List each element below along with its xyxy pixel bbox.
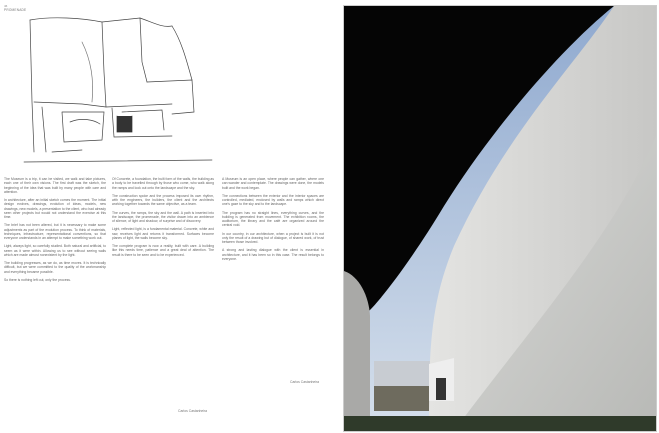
paragraph: The building progresses, as we do, as time moves. It is technically difficult, but we were committed to the quality of the workmanship and everything became possible.	[4, 261, 106, 274]
paragraph: So there is nothing left out, only the process.	[4, 277, 71, 282]
paragraph: The complete program is now a reality, built with care. A building like this needs time, patience and a great deal of attention. The result is there to be seen and to be experienced.	[112, 244, 214, 257]
paragraph: The curves, the ramps, the sky and the wall. A path is inserted into the landscape, the promenade, the visitor drawn into an ambience of silence, of light and shadow, of surprise and of discovery.	[112, 210, 214, 223]
author-signature: Carlos Castanheira	[290, 380, 320, 384]
text-column-3	[222, 177, 324, 265]
paragraph: The construction spoke and the process imposed its own rhythm, with the engineers, the builders, the client and the architects working together towards the same objective, as a team.	[112, 193, 214, 207]
paragraph: Light, reflected light, is a fundamental material. Concrete, white and raw, receives light and returns it transformed. Surfaces become planes of light, the walls become sky.	[112, 227, 214, 240]
page-number: 46	[4, 4, 8, 8]
paragraph: The Museum is a trip, it can be visited, we walk and take pictures, each one of their own visions. The first draft was the sketch, the beginning of the idea that was built by many people with care and attention.	[4, 177, 106, 194]
paragraph: Of Concrete, a foundation, the built form of the walls, the building as a body to be travelled through by those who come, who walk along the ramps and look out onto the landscape and the sky.	[112, 177, 214, 190]
section-title: PROMENADE	[4, 8, 27, 12]
author-signature: Carlos Castanheira	[178, 409, 208, 413]
paragraph: A strong and lasting dialogue with the client is essential in architecture, and it has been so in this case. The result belongs to everyone.	[222, 248, 324, 261]
paragraph: In our country, in our architecture, when a project is built it is not only the result of a drawing but of dialogue, of shared work, of trust between those involved.	[222, 231, 324, 244]
paragraph: A Museum is an open place, where people can gather, where one can wander and contemplate. The drawings were done, the models built and the work began.	[222, 177, 324, 190]
text-column-1	[4, 177, 106, 286]
text-column-2	[112, 177, 214, 261]
building-photo	[343, 5, 657, 432]
paragraph: The brief has not been altered, but it is necessary to make some adjustments as part of the evolution process. To think of materials, techniques, infrastructure, representational conventions, so that everyone understands in an attempt to make something work out.	[4, 223, 106, 240]
paragraph: The program has no straight lines, everything curves, and the building is generated from movement. The exhibition rooms, the auditorium, the library and the café are organized around the central void.	[222, 210, 324, 228]
paragraph: In architecture, after an initial sketch comes the moment. The initial design evolves, drawings, evolution of ideas, models, new drawings, new models, a presentation to the client, who had already seen other projects but would not understand the exercise at this time.	[4, 198, 106, 219]
architectural-sketch	[22, 12, 217, 170]
paragraph: The connections between the exterior and the interior spaces are controlled, mediated, enclosed by walls and ramps which direct one's gaze to the sky and to the landscape.	[222, 193, 324, 207]
paragraph: Light, always light, so carefully studied. Both natural and artificial, to seem as it were within. Allowing us to see without seeing walls which are made almost nonexistent by the light.	[4, 244, 106, 257]
